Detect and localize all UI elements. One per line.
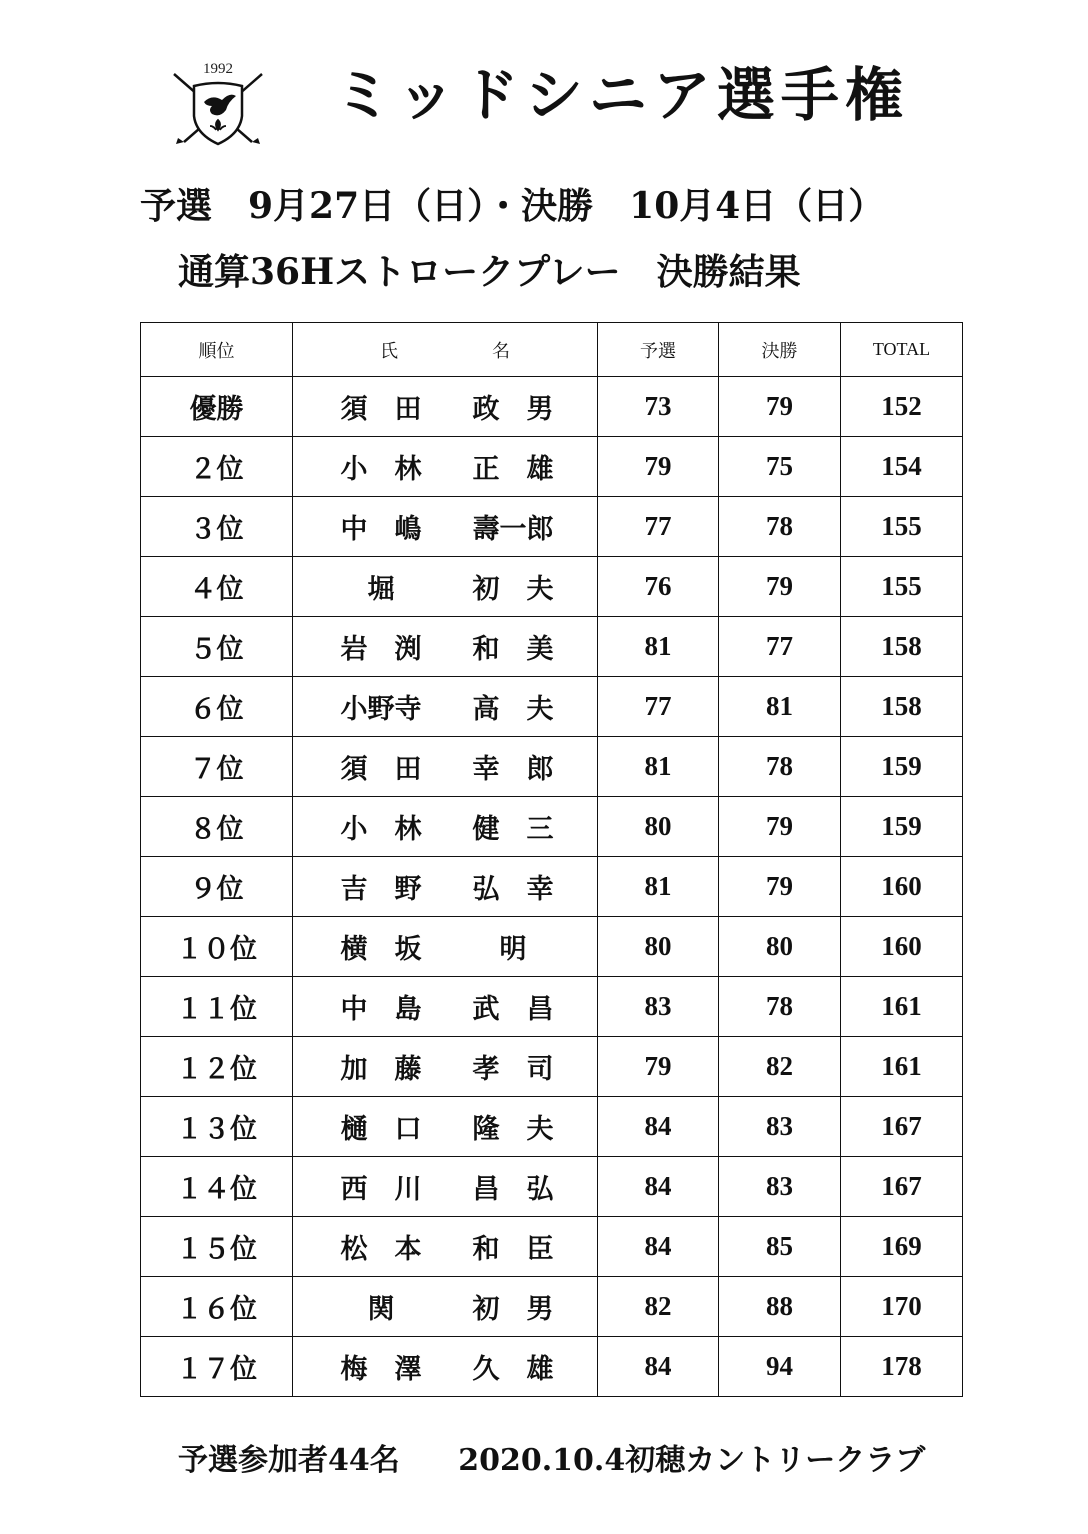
- header-final: 決勝: [719, 323, 841, 377]
- table-row: [141, 617, 963, 677]
- family-name: 梅 澤: [340, 1354, 422, 1385]
- qualifier-score: 84: [598, 1217, 719, 1277]
- rank-cell: ４位: [141, 557, 293, 617]
- total-score: 155: [841, 497, 963, 557]
- table-row: [141, 917, 963, 977]
- total-score: 167: [841, 1157, 963, 1217]
- family-name: 吉 野: [340, 874, 422, 905]
- rank-cell: ３位: [141, 497, 293, 557]
- family-name: 須 田: [340, 394, 422, 425]
- table-row: [141, 1217, 963, 1277]
- given-name: 武 昌: [472, 994, 554, 1025]
- header-qualifier: 予選: [598, 323, 719, 377]
- rank-cell: １４位: [141, 1157, 293, 1217]
- given-name: 幸 郎: [472, 754, 554, 785]
- family-name: 小 林: [340, 814, 422, 845]
- table-row: [141, 1157, 963, 1217]
- results-table: [140, 322, 963, 1397]
- table-row: [141, 1277, 963, 1337]
- name-cell: [293, 377, 598, 437]
- rank-cell: ２位: [141, 437, 293, 497]
- family-name: 小 林: [340, 454, 422, 485]
- total-score: 161: [841, 977, 963, 1037]
- name-cell: [293, 677, 598, 737]
- rank-cell: １２位: [141, 1037, 293, 1097]
- given-name: 初 夫: [472, 574, 554, 605]
- name-cell: [293, 617, 598, 677]
- total-score: 159: [841, 737, 963, 797]
- family-name: 須 田: [340, 754, 422, 785]
- table-row: [141, 677, 963, 737]
- final-score: 88: [719, 1277, 841, 1337]
- qualifier-score: 84: [598, 1337, 719, 1397]
- total-score: 169: [841, 1217, 963, 1277]
- final-score: 79: [719, 797, 841, 857]
- qualifier-score: 79: [598, 437, 719, 497]
- family-name: 岩 渕: [340, 634, 422, 665]
- qualifier-score: 84: [598, 1157, 719, 1217]
- given-name: 和 美: [472, 634, 554, 665]
- format-subtitle: 通算36Hストロークプレー 決勝結果: [178, 251, 801, 293]
- qualifier-score: 77: [598, 677, 719, 737]
- table-header-row: [141, 323, 963, 377]
- table-row: [141, 797, 963, 857]
- results-body: [141, 377, 963, 1397]
- total-score: 152: [841, 377, 963, 437]
- family-name: 堀: [367, 574, 395, 605]
- final-score: 78: [719, 497, 841, 557]
- total-score: 178: [841, 1337, 963, 1397]
- family-name: 松 本: [340, 1234, 422, 1265]
- rank-cell: ７位: [141, 737, 293, 797]
- given-name: 高 夫: [472, 694, 554, 725]
- header-name: [293, 323, 598, 377]
- name-cell: [293, 1337, 598, 1397]
- date-venue: 2020.10.4初穂カントリークラブ: [458, 1443, 926, 1478]
- family-name: 小野寺: [340, 694, 422, 725]
- final-score: 77: [719, 617, 841, 677]
- qualifier-score: 79: [598, 1037, 719, 1097]
- qualifier-score: 80: [598, 917, 719, 977]
- header-name-right: 名: [492, 340, 510, 362]
- header-rank: 順位: [141, 323, 293, 377]
- given-name: 壽一郎: [472, 514, 554, 545]
- logo-year: 1992: [203, 61, 233, 77]
- name-cell: [293, 797, 598, 857]
- table-row: [141, 437, 963, 497]
- footer: [178, 1443, 926, 1478]
- final-score: 83: [719, 1157, 841, 1217]
- header-total: TOTAL: [841, 323, 963, 377]
- final-score: 79: [719, 377, 841, 437]
- given-name: 久 雄: [472, 1354, 554, 1385]
- given-name: 健 三: [472, 814, 554, 845]
- rank-cell: １３位: [141, 1097, 293, 1157]
- final-score: 78: [719, 977, 841, 1037]
- table-row: [141, 977, 963, 1037]
- schedule-subtitle: 予選 9月27日（日）・決勝 10月4日（日）: [140, 185, 885, 227]
- qualifier-score: 84: [598, 1097, 719, 1157]
- total-score: 154: [841, 437, 963, 497]
- total-score: 155: [841, 557, 963, 617]
- rank-cell: １６位: [141, 1277, 293, 1337]
- name-cell: [293, 557, 598, 617]
- family-name: 西 川: [340, 1174, 422, 1205]
- table-row: [141, 497, 963, 557]
- name-cell: [293, 1097, 598, 1157]
- total-score: 170: [841, 1277, 963, 1337]
- final-score: 82: [719, 1037, 841, 1097]
- name-cell: [293, 917, 598, 977]
- final-score: 85: [719, 1217, 841, 1277]
- given-name: 昌 弘: [472, 1174, 554, 1205]
- family-name: 加 藤: [340, 1054, 422, 1085]
- total-score: 158: [841, 677, 963, 737]
- final-score: 79: [719, 557, 841, 617]
- name-cell: [293, 737, 598, 797]
- family-name: 樋 口: [340, 1114, 422, 1145]
- table-row: [141, 1037, 963, 1097]
- total-score: 167: [841, 1097, 963, 1157]
- given-name: 孝 司: [472, 1054, 554, 1085]
- rank-cell: １１位: [141, 977, 293, 1037]
- final-score: 80: [719, 917, 841, 977]
- name-cell: [293, 497, 598, 557]
- family-name: 中 嶋: [340, 514, 422, 545]
- name-cell: [293, 1277, 598, 1337]
- table-row: [141, 1097, 963, 1157]
- given-name: 隆 夫: [472, 1114, 554, 1145]
- rank-cell: １７位: [141, 1337, 293, 1397]
- rank-cell: ８位: [141, 797, 293, 857]
- family-name: 横 坂: [340, 934, 422, 965]
- given-name: 弘 幸: [472, 874, 554, 905]
- given-name: 正 雄: [472, 454, 554, 485]
- final-score: 81: [719, 677, 841, 737]
- qualifier-score: 80: [598, 797, 719, 857]
- qualifier-score: 81: [598, 737, 719, 797]
- rank-cell: ９位: [141, 857, 293, 917]
- given-name: 政 男: [472, 394, 554, 425]
- table-row: [141, 737, 963, 797]
- page-title: ミッドシニア選手権: [334, 61, 909, 129]
- qualifier-score: 76: [598, 557, 719, 617]
- name-cell: [293, 1037, 598, 1097]
- given-name: 明: [499, 934, 527, 965]
- total-score: 160: [841, 857, 963, 917]
- qualifier-score: 83: [598, 977, 719, 1037]
- name-cell: [293, 977, 598, 1037]
- club-logo: [168, 58, 268, 154]
- total-score: 160: [841, 917, 963, 977]
- qualifier-score: 81: [598, 857, 719, 917]
- name-cell: [293, 857, 598, 917]
- final-score: 75: [719, 437, 841, 497]
- qualifier-score: 81: [598, 617, 719, 677]
- final-score: 78: [719, 737, 841, 797]
- table-row: [141, 1337, 963, 1397]
- rank-cell: ６位: [141, 677, 293, 737]
- qualifier-score: 82: [598, 1277, 719, 1337]
- qualifier-score: 73: [598, 377, 719, 437]
- name-cell: [293, 437, 598, 497]
- header-name-left: 氏: [380, 340, 398, 362]
- final-score: 79: [719, 857, 841, 917]
- family-name: 中 島: [340, 994, 422, 1025]
- table-row: [141, 857, 963, 917]
- final-score: 83: [719, 1097, 841, 1157]
- participant-count: 予選参加者44名: [178, 1443, 400, 1478]
- rank-cell: １０位: [141, 917, 293, 977]
- rank-cell: １５位: [141, 1217, 293, 1277]
- name-cell: [293, 1157, 598, 1217]
- family-name: 関: [367, 1294, 395, 1325]
- qualifier-score: 77: [598, 497, 719, 557]
- final-score: 94: [719, 1337, 841, 1397]
- given-name: 初 男: [472, 1294, 554, 1325]
- table-row: [141, 557, 963, 617]
- total-score: 158: [841, 617, 963, 677]
- rank-cell: 優勝: [141, 377, 293, 437]
- total-score: 159: [841, 797, 963, 857]
- name-cell: [293, 1217, 598, 1277]
- rank-cell: ５位: [141, 617, 293, 677]
- total-score: 161: [841, 1037, 963, 1097]
- table-row: [141, 377, 963, 437]
- given-name: 和 臣: [472, 1234, 554, 1265]
